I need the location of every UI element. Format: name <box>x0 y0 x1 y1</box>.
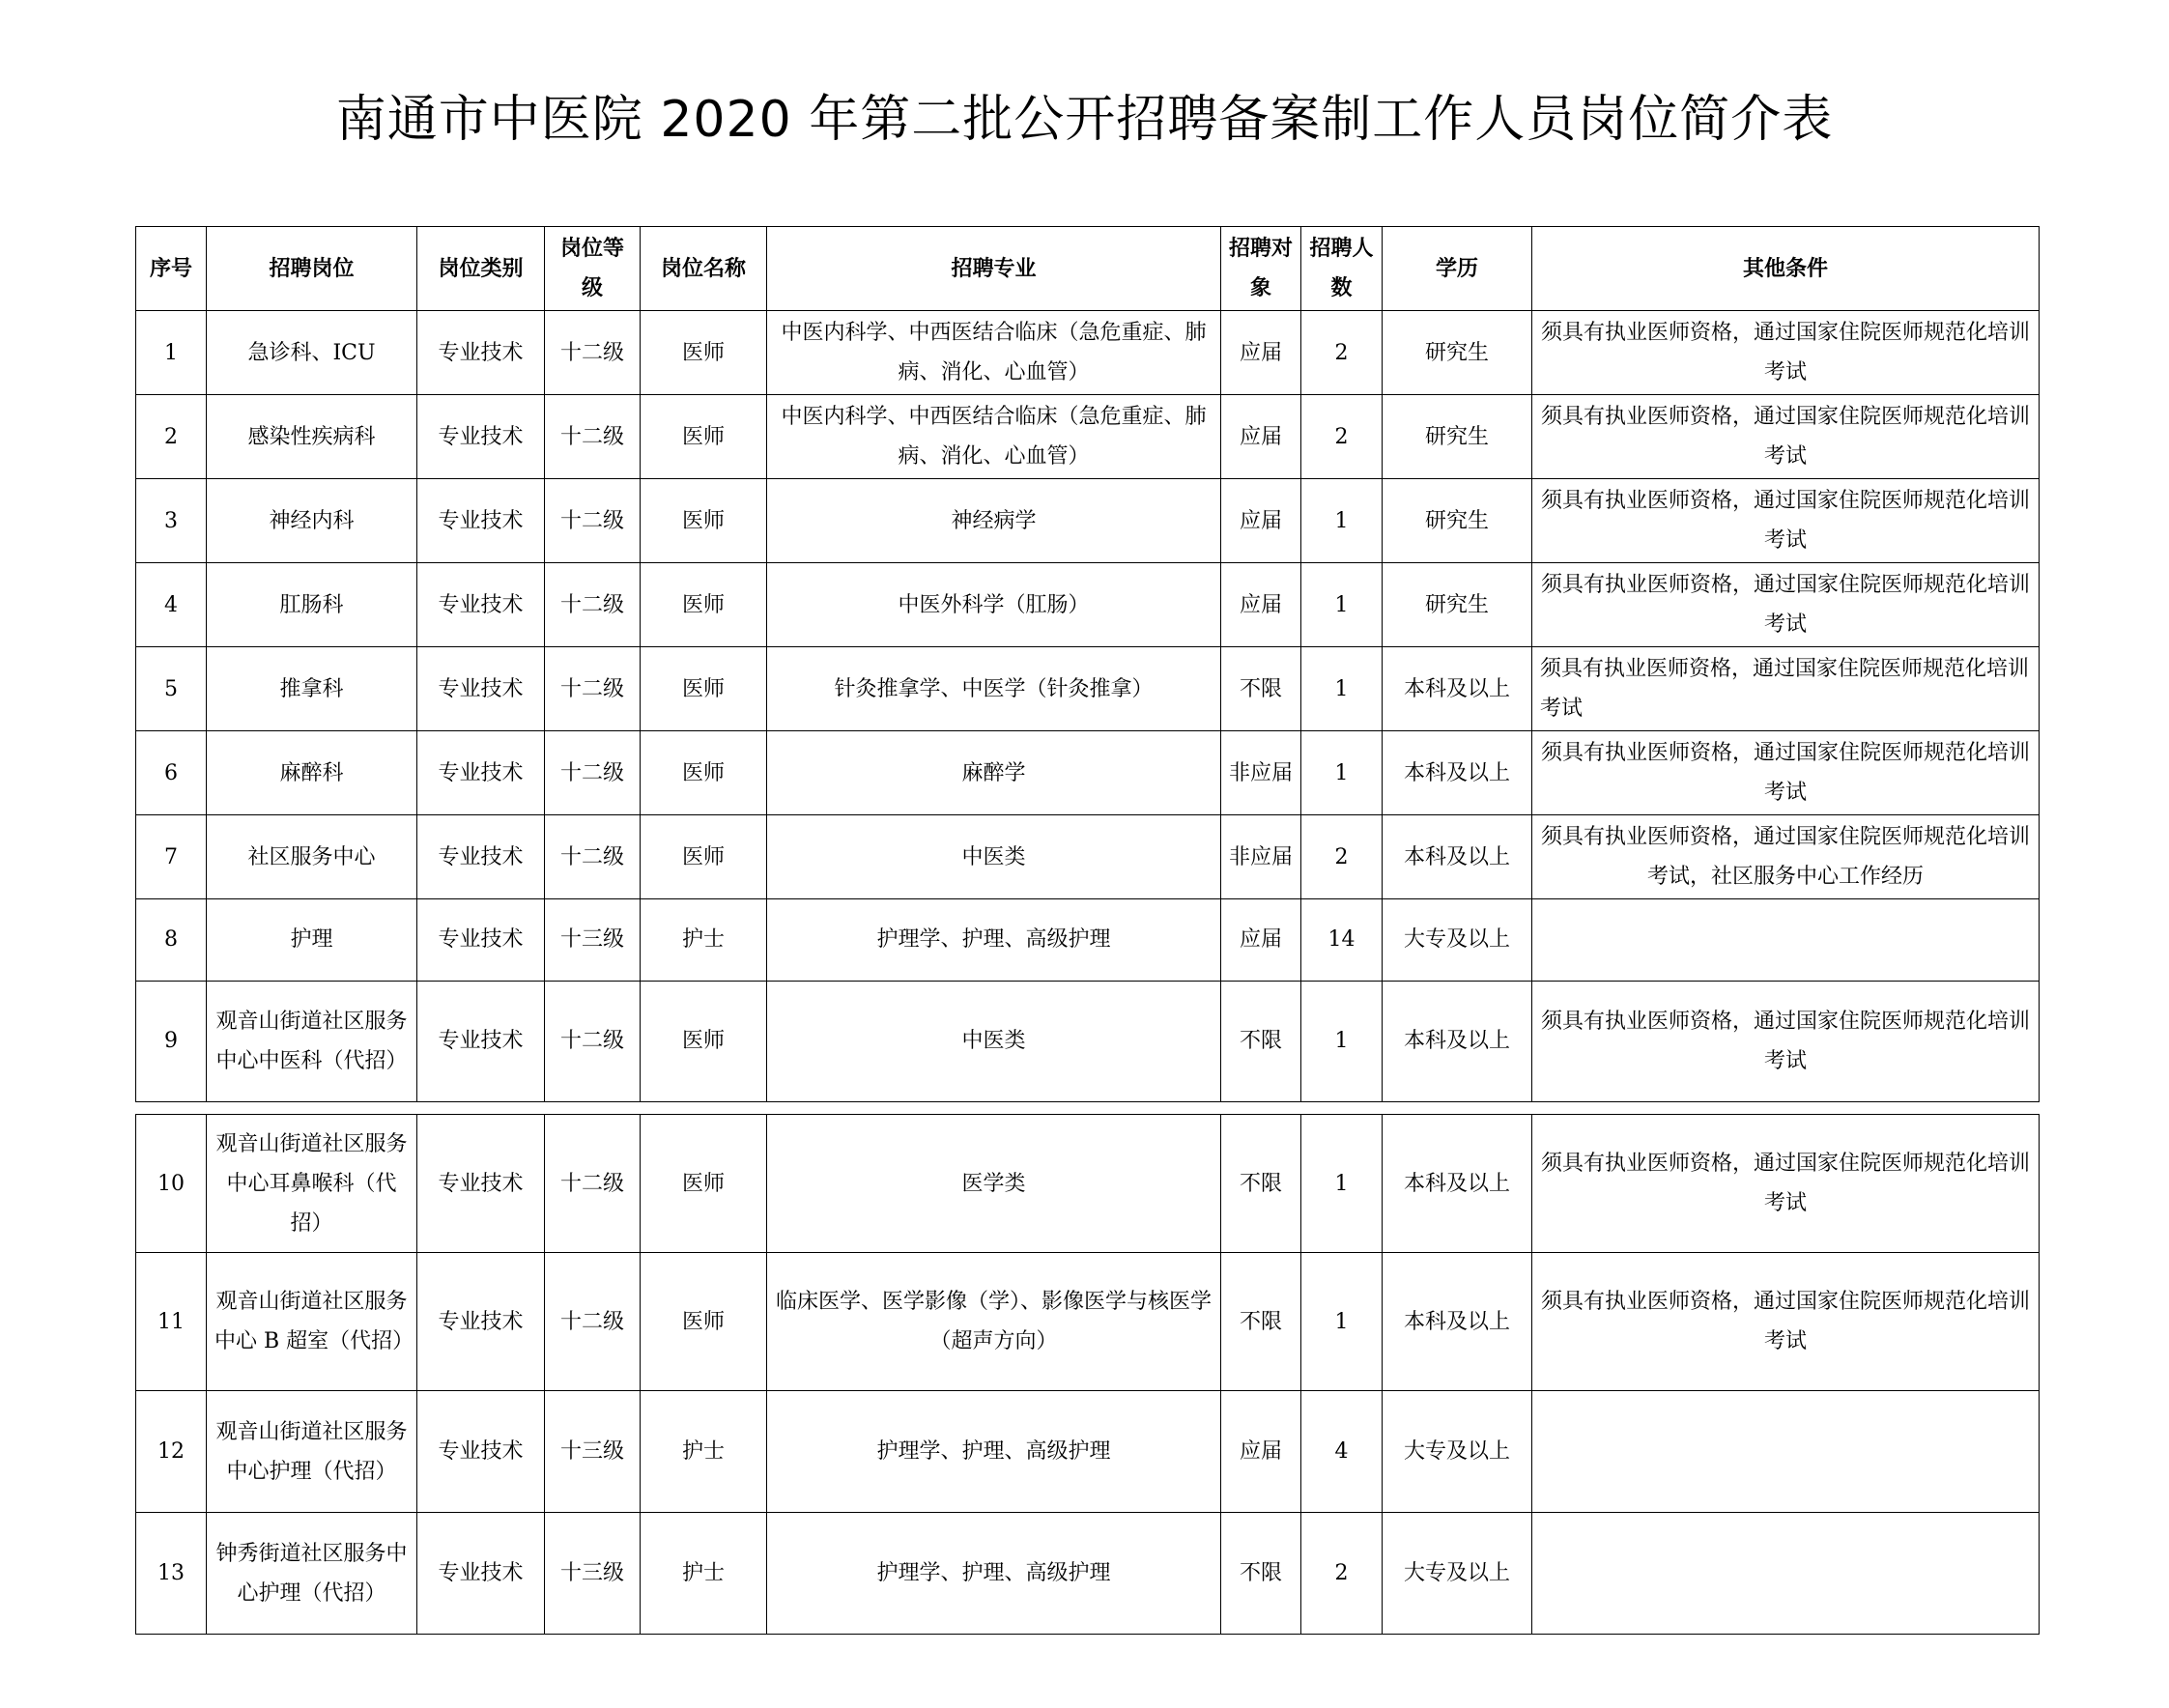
level-cell: 十二级 <box>545 1115 641 1253</box>
post-cell: 观音山街道社区服务中心耳鼻喉科（代招） <box>207 1115 417 1253</box>
count-cell: 2 <box>1301 815 1383 899</box>
position-name-cell: 医师 <box>641 1115 767 1253</box>
header-cell: 学历 <box>1383 227 1532 311</box>
education-cell: 本科及以上 <box>1383 981 1532 1101</box>
row-number-cell: 7 <box>136 815 207 899</box>
category-cell: 专业技术 <box>417 479 545 563</box>
category-cell: 专业技术 <box>417 815 545 899</box>
level-cell: 十二级 <box>545 815 641 899</box>
level-cell: 十三级 <box>545 1513 641 1635</box>
level-cell: 十二级 <box>545 731 641 815</box>
other-conditions-cell: 须具有执业医师资格，通过国家住院医师规范化培训考试 <box>1532 479 2040 563</box>
category-cell: 专业技术 <box>417 1253 545 1391</box>
post-cell: 观音山街道社区服务中心 B 超室（代招） <box>207 1253 417 1391</box>
major-cell: 护理学、护理、高级护理 <box>767 899 1221 982</box>
other-conditions-cell: 须具有执业医师资格，通过国家住院医师规范化培训考试 <box>1532 563 2040 647</box>
target-cell: 应届 <box>1221 899 1301 982</box>
category-cell: 专业技术 <box>417 1391 545 1513</box>
count-cell: 2 <box>1301 395 1383 479</box>
position-name-cell: 医师 <box>641 647 767 731</box>
count-cell: 1 <box>1301 1115 1383 1253</box>
header-cell: 招聘人数 <box>1301 227 1383 311</box>
major-cell: 中医类 <box>767 981 1221 1101</box>
positions-table-part-2 <box>135 1114 2040 1635</box>
category-cell: 专业技术 <box>417 731 545 815</box>
table-row <box>136 1391 2040 1513</box>
row-number-cell: 4 <box>136 563 207 647</box>
level-cell: 十二级 <box>545 479 641 563</box>
category-cell: 专业技术 <box>417 1513 545 1635</box>
post-cell: 急诊科、ICU <box>207 311 417 395</box>
education-cell: 大专及以上 <box>1383 1513 1532 1635</box>
target-cell: 非应届 <box>1221 731 1301 815</box>
position-name-cell: 医师 <box>641 1253 767 1391</box>
education-cell: 研究生 <box>1383 395 1532 479</box>
table-row <box>136 1513 2040 1635</box>
target-cell: 不限 <box>1221 981 1301 1101</box>
target-cell: 应届 <box>1221 311 1301 395</box>
level-cell: 十三级 <box>545 1391 641 1513</box>
target-cell: 应届 <box>1221 479 1301 563</box>
row-number-cell: 5 <box>136 647 207 731</box>
post-cell: 麻醉科 <box>207 731 417 815</box>
other-conditions-cell: 须具有执业医师资格，通过国家住院医师规范化培训考试，社区服务中心工作经历 <box>1532 815 2040 899</box>
header-cell: 招聘专业 <box>767 227 1221 311</box>
position-name-cell: 医师 <box>641 815 767 899</box>
table-header-row <box>136 227 2040 311</box>
level-cell: 十三级 <box>545 899 641 982</box>
header-cell: 岗位等级 <box>545 227 641 311</box>
target-cell: 应届 <box>1221 395 1301 479</box>
count-cell: 1 <box>1301 981 1383 1101</box>
major-cell: 麻醉学 <box>767 731 1221 815</box>
education-cell: 本科及以上 <box>1383 1115 1532 1253</box>
count-cell: 1 <box>1301 563 1383 647</box>
category-cell: 专业技术 <box>417 1115 545 1253</box>
major-cell: 医学类 <box>767 1115 1221 1253</box>
table-row <box>136 899 2040 982</box>
education-cell: 大专及以上 <box>1383 899 1532 982</box>
other-conditions-cell: 须具有执业医师资格，通过国家住院医师规范化培训考试 <box>1532 981 2040 1101</box>
education-cell: 本科及以上 <box>1383 1253 1532 1391</box>
target-cell: 不限 <box>1221 1513 1301 1635</box>
position-name-cell: 医师 <box>641 311 767 395</box>
major-cell: 针灸推拿学、中医学（针灸推拿） <box>767 647 1221 731</box>
table-row <box>136 1253 2040 1391</box>
other-conditions-cell <box>1532 1391 2040 1513</box>
other-conditions-cell: 须具有执业医师资格，通过国家住院医师规范化培训考试 <box>1532 1253 2040 1391</box>
education-cell: 研究生 <box>1383 563 1532 647</box>
table-row <box>136 981 2040 1101</box>
count-cell: 1 <box>1301 479 1383 563</box>
education-cell: 大专及以上 <box>1383 1391 1532 1513</box>
header-cell: 招聘对象 <box>1221 227 1301 311</box>
table-row <box>136 815 2040 899</box>
position-name-cell: 医师 <box>641 731 767 815</box>
row-number-cell: 6 <box>136 731 207 815</box>
position-name-cell: 护士 <box>641 1391 767 1513</box>
other-conditions-cell: 须具有执业医师资格，通过国家住院医师规范化培训考试 <box>1532 395 2040 479</box>
position-name-cell: 护士 <box>641 899 767 982</box>
post-cell: 感染性疾病科 <box>207 395 417 479</box>
category-cell: 专业技术 <box>417 563 545 647</box>
education-cell: 研究生 <box>1383 311 1532 395</box>
row-number-cell: 13 <box>136 1513 207 1635</box>
row-number-cell: 8 <box>136 899 207 982</box>
row-number-cell: 12 <box>136 1391 207 1513</box>
header-cell: 招聘岗位 <box>207 227 417 311</box>
table-row <box>136 647 2040 731</box>
major-cell: 临床医学、医学影像（学）、影像医学与核医学（超声方向） <box>767 1253 1221 1391</box>
major-cell: 中医外科学（肛肠） <box>767 563 1221 647</box>
table-row <box>136 731 2040 815</box>
major-cell: 护理学、护理、高级护理 <box>767 1391 1221 1513</box>
major-cell: 中医类 <box>767 815 1221 899</box>
position-name-cell: 医师 <box>641 563 767 647</box>
other-conditions-cell: 须具有执业医师资格，通过国家住院医师规范化培训考试 <box>1532 311 2040 395</box>
count-cell: 1 <box>1301 647 1383 731</box>
post-cell: 肛肠科 <box>207 563 417 647</box>
position-name-cell: 医师 <box>641 395 767 479</box>
category-cell: 专业技术 <box>417 311 545 395</box>
row-number-cell: 1 <box>136 311 207 395</box>
count-cell: 1 <box>1301 1253 1383 1391</box>
target-cell: 应届 <box>1221 563 1301 647</box>
education-cell: 本科及以上 <box>1383 647 1532 731</box>
target-cell: 不限 <box>1221 647 1301 731</box>
level-cell: 十二级 <box>545 563 641 647</box>
header-cell: 岗位名称 <box>641 227 767 311</box>
table-row <box>136 479 2040 563</box>
other-conditions-cell: 须具有执业医师资格，通过国家住院医师规范化培训考试 <box>1532 647 2040 731</box>
count-cell: 14 <box>1301 899 1383 982</box>
level-cell: 十二级 <box>545 311 641 395</box>
post-cell: 观音山街道社区服务中心中医科（代招） <box>207 981 417 1101</box>
other-conditions-cell: 须具有执业医师资格，通过国家住院医师规范化培训考试 <box>1532 1115 2040 1253</box>
level-cell: 十二级 <box>545 647 641 731</box>
other-conditions-cell <box>1532 899 2040 982</box>
target-cell: 非应届 <box>1221 815 1301 899</box>
target-cell: 应届 <box>1221 1391 1301 1513</box>
category-cell: 专业技术 <box>417 899 545 982</box>
page-title: 南通市中医院 2020 年第二批公开招聘备案制工作人员岗位简介表 <box>335 91 1834 149</box>
level-cell: 十二级 <box>545 395 641 479</box>
education-cell: 本科及以上 <box>1383 815 1532 899</box>
level-cell: 十二级 <box>545 981 641 1101</box>
major-cell: 护理学、护理、高级护理 <box>767 1513 1221 1635</box>
category-cell: 专业技术 <box>417 647 545 731</box>
position-name-cell: 医师 <box>641 479 767 563</box>
post-cell: 社区服务中心 <box>207 815 417 899</box>
major-cell: 中医内科学、中西医结合临床（急危重症、肺病、消化、心血管） <box>767 311 1221 395</box>
count-cell: 2 <box>1301 1513 1383 1635</box>
row-number-cell: 3 <box>136 479 207 563</box>
position-name-cell: 护士 <box>641 1513 767 1635</box>
post-cell: 观音山街道社区服务中心护理（代招） <box>207 1391 417 1513</box>
category-cell: 专业技术 <box>417 395 545 479</box>
header-cell: 其他条件 <box>1532 227 2040 311</box>
table-row <box>136 1115 2040 1253</box>
level-cell: 十二级 <box>545 1253 641 1391</box>
position-name-cell: 医师 <box>641 981 767 1101</box>
row-number-cell: 9 <box>136 981 207 1101</box>
row-number-cell: 10 <box>136 1115 207 1253</box>
row-number-cell: 2 <box>136 395 207 479</box>
education-cell: 研究生 <box>1383 479 1532 563</box>
header-cell: 岗位类别 <box>417 227 545 311</box>
education-cell: 本科及以上 <box>1383 731 1532 815</box>
target-cell: 不限 <box>1221 1115 1301 1253</box>
major-cell: 神经病学 <box>767 479 1221 563</box>
post-cell: 推拿科 <box>207 647 417 731</box>
table-row <box>136 563 2040 647</box>
count-cell: 1 <box>1301 731 1383 815</box>
category-cell: 专业技术 <box>417 981 545 1101</box>
post-cell: 护理 <box>207 899 417 982</box>
header-cell: 序号 <box>136 227 207 311</box>
other-conditions-cell: 须具有执业医师资格，通过国家住院医师规范化培训考试 <box>1532 731 2040 815</box>
table-row <box>136 395 2040 479</box>
target-cell: 不限 <box>1221 1253 1301 1391</box>
other-conditions-cell <box>1532 1513 2040 1635</box>
row-number-cell: 11 <box>136 1253 207 1391</box>
post-cell: 钟秀街道社区服务中心护理（代招） <box>207 1513 417 1635</box>
count-cell: 2 <box>1301 311 1383 395</box>
count-cell: 4 <box>1301 1391 1383 1513</box>
table-row <box>136 311 2040 395</box>
post-cell: 神经内科 <box>207 479 417 563</box>
positions-table-part-1 <box>135 226 2040 1102</box>
major-cell: 中医内科学、中西医结合临床（急危重症、肺病、消化、心血管） <box>767 395 1221 479</box>
